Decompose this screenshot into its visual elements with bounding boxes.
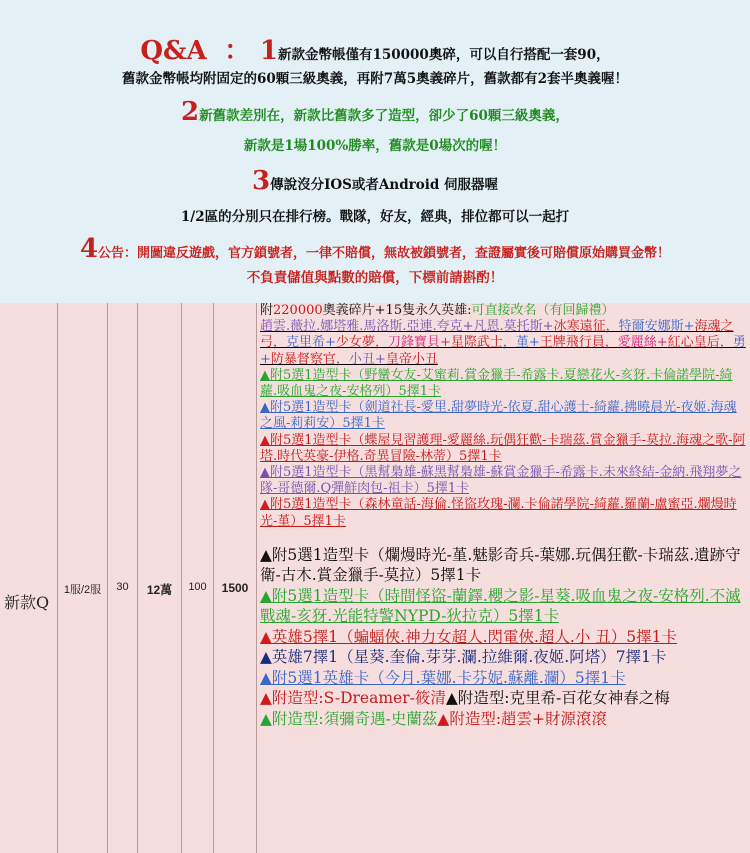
bonus-pack-7b-text: 附造型:趙雲+財源滾滾 <box>449 709 608 728</box>
desc-p0b: 220000 <box>273 303 323 318</box>
qa-3b: 1/2區的分別只在排行榜。戰隊，好友，經典，排位都可以一起打 <box>180 209 570 225</box>
skin-pack-2 <box>260 400 748 432</box>
desc-h13: ，勇+ <box>260 335 746 367</box>
cell-name <box>0 303 58 853</box>
cell-price <box>138 303 182 853</box>
triangle-icon: ▲ <box>260 432 270 448</box>
bonus-pack-1 <box>260 545 748 586</box>
desc-h10: 王牌飛行員 <box>539 335 605 351</box>
skin-pack-3 <box>260 433 748 465</box>
desc-h4: 海魂之弓 <box>260 319 734 351</box>
qa-num-4: 4 <box>79 234 99 264</box>
skin-pack-5-text: 附5選1造型卡（森林童話-海倫.怪盜玫瑰-瀾.卡倫諾學院-綺蘿.羅蘭-盧蜜亞.爛熳時光-堇）5擇1卡 <box>260 497 737 529</box>
triangle-icon: ▲ <box>260 497 270 513</box>
cell-level <box>108 303 138 853</box>
qa-1b: 舊款金幣帳均附固定的60顆三級奧義，再附7萬5奧義碎片，舊款都有2套半奧義喔！ <box>122 71 628 87</box>
desc-intro <box>260 303 748 319</box>
skin-pack-1 <box>260 368 748 400</box>
qa-num-1: 1 <box>259 36 278 66</box>
desc-h16: 皇帝小丑 <box>385 351 438 367</box>
spacer <box>260 530 748 545</box>
bonus-pack-4-text: 英雄7擇1（星葵.奎倫.芽芽.瀾.拉維爾.夜姬.阿塔）7擇1卡 <box>271 648 667 667</box>
cell-gems <box>214 303 257 853</box>
skin-pack-4-text: 附5選1造型卡（黑幫梟雄-蘇黑幫梟雄-蘇賞金獵手-希露卡.未來終結-金納.飛翔夢之隊-哥德爾.Q彈鮮肉包-祖卡）5擇1卡 <box>260 465 742 497</box>
desc-h8: 星際武士 <box>450 335 503 351</box>
desc-h7: ，刀鋒寶貝+ <box>374 335 451 351</box>
skin-pack-1-text: 附5選1造型卡（野蠻女友-艾蜜莉.賞金獵手-希露卡.夏戀花火-亥犽.卡倫諾學院-綺蘿.吸血鬼之夜-安格列）5擇1卡 <box>260 367 733 400</box>
bonus-pack-6a-text: 附造型:S-Dreamer-筱清 <box>271 689 446 708</box>
desc-h3: ，特爾安娜斯+ <box>605 319 695 335</box>
price-value: 12萬 <box>146 583 173 597</box>
qa-line-3 <box>0 166 750 196</box>
triangle-icon: ▲ <box>260 586 272 605</box>
skin-pack-5 <box>260 497 748 529</box>
desc-h12: 紅心皇后 <box>667 335 720 351</box>
product-table <box>0 303 750 853</box>
bonus-pack-6b-text: 附造型:克里希-百花女神春之梅 <box>457 689 670 708</box>
skin-pack-3-text: 附5選1造型卡（蝶屋見習護理-愛麗絲.玩偶狂歡-卡瑞茲.賞金獵手-莫拉.海魂之歌-阿塔.時代英豪-伊格.奇異冒險-林蒂）5擇1卡 <box>260 432 746 464</box>
triangle-icon: ▲ <box>260 400 270 416</box>
skin-pack-4 <box>260 465 748 497</box>
desc-h14: 防暴督察官 <box>270 351 336 367</box>
wins-value: 100 <box>188 581 207 593</box>
product-name: 新款Q <box>4 593 50 612</box>
bonus-pack-2 <box>260 586 748 627</box>
triangle-icon: ▲ <box>260 689 272 708</box>
triangle-icon: ▲ <box>260 709 272 728</box>
triangle-icon: ▲ <box>260 648 272 667</box>
desc-h5: ，克里希+ <box>273 335 336 351</box>
bonus-pack-2-text: 附5選1造型卡（時間怪盜-蘭鐸.櫻之影-星葵.吸血鬼之夜-安格列.不滅戰魂-亥犽.光能特警NYPD-狄拉克）5擇1卡 <box>260 586 741 626</box>
desc-h15: ，小丑+ <box>335 351 386 367</box>
triangle-icon: ▲ <box>437 709 450 728</box>
qa-num-2: 2 <box>181 97 200 127</box>
desc-p0a: 附 <box>260 303 274 318</box>
skin-pack-2-text: 附5選1造型卡（劍道社長-愛里.甜夢時光-依夏.甜心護士-綺蘿.拂曉晨光-夜姬.海魂之風-莉莉安）5擇1卡 <box>260 400 737 432</box>
server-value: 1服/2服 <box>63 584 102 596</box>
desc-h2: 冰寒遠征 <box>553 319 606 335</box>
qa-3a: 傳說沒分IOS或者Android 伺服器喔 <box>270 177 499 193</box>
qa-num-3: 3 <box>251 166 271 196</box>
qa-2b: 新款是1場100%勝率，舊款是0場次的喔！ <box>243 138 507 154</box>
bonus-pack-3-text: 英雄5擇1（蝙蝠俠.神力女超人.閃電俠.超人.小 丑）5擇1卡 <box>271 627 678 646</box>
bonus-pack-5 <box>260 668 748 689</box>
description-cell <box>257 303 750 853</box>
qa-2a: 新舊款差別在，新款比舊款多了造型，卻少了60顆三級奧義， <box>199 108 569 124</box>
desc-p0c: 奧義碎片+15隻永久英雄: <box>322 303 472 318</box>
qa-line-2 <box>0 97 750 127</box>
gems-value: 1500 <box>221 581 249 595</box>
desc-h1: 趙雲.薇拉.娜塔雅.馬洛斯.亞連.夸克+凡恩.莫托斯+ <box>260 319 554 335</box>
triangle-icon: ▲ <box>260 627 272 646</box>
qa-header <box>0 0 750 303</box>
cell-wins <box>182 303 214 853</box>
bonus-pack-3 <box>260 627 748 648</box>
qa-line-4 <box>0 234 750 264</box>
bonus-pack-7a-text: 附造型:須彌奇遇-史蘭茲 <box>271 709 438 728</box>
bonus-pack-1-text: 附5選1造型卡（爛熳時光-堇.魅影奇兵-葉娜.玩偶狂歡-卡瑞茲.遺跡守衛-古木.賞金獵手-莫拉）5擇1卡 <box>260 545 741 585</box>
triangle-icon: ▲ <box>260 465 270 481</box>
level-value: 30 <box>116 581 129 593</box>
desc-h11: ，愛麗絲+ <box>604 335 668 351</box>
desc-h6: 少女夢 <box>335 335 375 351</box>
qa-line-1 <box>0 30 750 67</box>
bonus-pack-4 <box>260 647 748 668</box>
triangle-icon: ▲ <box>260 367 270 383</box>
qa-4a: 公告：開圖違反遊戲，官方鎖號者，一律不賠償，無故被鎖號者，查證屬實後可賠償原始購買金幣！ <box>98 246 671 261</box>
bonus-pack-6 <box>260 688 748 709</box>
triangle-icon: ▲ <box>260 545 272 564</box>
qa-1a: 新款金幣帳僅有150000奧碎，可以自行搭配一套90， <box>277 47 610 63</box>
desc-p0d: 可直接改名（有回歸禮） <box>471 303 615 318</box>
bonus-pack-5-text: 附5選1英雄卡（今月.葉娜.卡芬妮.蘇離.瀾）5擇1卡 <box>271 668 626 687</box>
cell-server <box>58 303 108 853</box>
qa-4b: 不負責儲值與點數的賠償，下標前請斟酌！ <box>246 270 504 286</box>
bonus-pack-7 <box>260 709 748 730</box>
triangle-icon: ▲ <box>445 689 458 708</box>
qa-title: Q&A <box>140 36 207 66</box>
qa-colon: ： <box>224 36 251 66</box>
desc-heroes <box>260 319 748 368</box>
desc-h9: ，堇+ <box>502 335 540 351</box>
triangle-icon: ▲ <box>260 668 272 687</box>
